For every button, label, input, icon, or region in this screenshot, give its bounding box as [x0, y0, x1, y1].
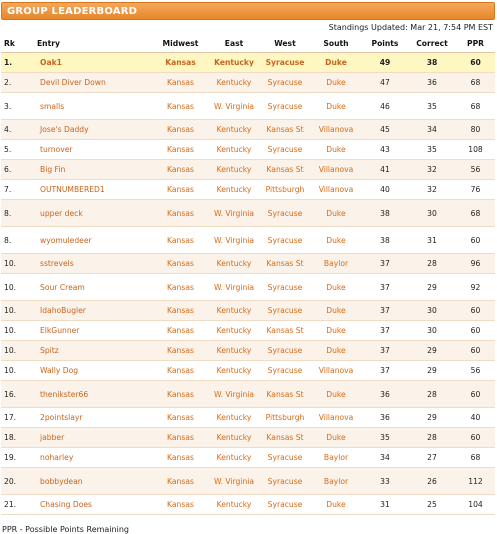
correct-cell: 35 [408, 93, 456, 120]
pick-west[interactable]: Syracuse [260, 93, 310, 120]
correct-cell: 29 [408, 361, 456, 381]
rank-cell: 10. [1, 301, 34, 321]
leaderboard [1, 2, 495, 534]
table-row [1, 381, 495, 408]
points-cell: 37 [362, 341, 408, 361]
rank-cell: 8. [1, 227, 34, 254]
points-cell: 47 [362, 73, 408, 93]
points-cell: 36 [362, 381, 408, 408]
pick-midwest[interactable]: Kansas [153, 93, 208, 120]
pick-west[interactable]: Syracuse [260, 448, 310, 468]
pick-east[interactable]: W. Virginia [208, 200, 260, 227]
correct-cell: 25 [408, 495, 456, 515]
pick-south[interactable]: Baylor [310, 448, 362, 468]
table-row [1, 120, 495, 140]
pick-east[interactable]: Kentucky [208, 140, 260, 160]
pick-south[interactable]: Duke [310, 140, 362, 160]
pick-midwest[interactable]: Kansas [153, 120, 208, 140]
entry-link[interactable]: Spitz [34, 341, 153, 361]
pick-midwest[interactable]: Kansas [153, 227, 208, 254]
pick-west[interactable]: Kansas St [260, 160, 310, 180]
pick-midwest[interactable]: Kansas [153, 180, 208, 200]
pick-midwest[interactable]: Kansas [153, 408, 208, 428]
points-cell: 37 [362, 274, 408, 301]
points-cell: 43 [362, 140, 408, 160]
ppr-cell: 68 [456, 448, 495, 468]
points-cell: 38 [362, 227, 408, 254]
standings-table [1, 34, 495, 515]
ppr-cell: 60 [456, 428, 495, 448]
correct-cell: 38 [408, 53, 456, 73]
pick-south[interactable]: Villanova [310, 180, 362, 200]
table-row [1, 341, 495, 361]
points-cell: 46 [362, 93, 408, 120]
pick-west[interactable]: Syracuse [260, 140, 310, 160]
table-row [1, 200, 495, 227]
ppr-cell: 60 [456, 53, 495, 73]
pick-south[interactable]: Villanova [310, 120, 362, 140]
entry-link[interactable]: upper deck [34, 200, 153, 227]
entry-link[interactable]: IdahoBugler [34, 301, 153, 321]
entry-link[interactable]: Wally Dog [34, 361, 153, 381]
ppr-cell: 76 [456, 180, 495, 200]
ppr-cell: 112 [456, 468, 495, 495]
correct-cell: 30 [408, 301, 456, 321]
pick-west[interactable]: Syracuse [260, 227, 310, 254]
entry-link[interactable]: Sour Cream [34, 274, 153, 301]
ppr-cell: 56 [456, 361, 495, 381]
correct-cell: 32 [408, 160, 456, 180]
correct-cell: 31 [408, 227, 456, 254]
pick-west[interactable]: Syracuse [260, 495, 310, 515]
entry-link[interactable]: OUTNUMBERED1 [34, 180, 153, 200]
pick-south[interactable]: Duke [310, 73, 362, 93]
pick-midwest[interactable]: Kansas [153, 448, 208, 468]
pick-east[interactable]: Kentucky [208, 160, 260, 180]
leaderboard-title: GROUP LEADERBOARD [7, 5, 138, 17]
correct-cell: 36 [408, 73, 456, 93]
pick-midwest[interactable]: Kansas [153, 381, 208, 408]
pick-south[interactable]: Duke [310, 321, 362, 341]
pick-west[interactable]: Kansas St [260, 381, 310, 408]
pick-south[interactable]: Villanova [310, 361, 362, 381]
correct-cell: 27 [408, 448, 456, 468]
pick-west[interactable]: Syracuse [260, 301, 310, 321]
pick-midwest[interactable]: Kansas [153, 361, 208, 381]
pick-south[interactable]: Duke [310, 274, 362, 301]
pick-east[interactable]: Kentucky [208, 495, 260, 515]
pick-midwest[interactable]: Kansas [153, 73, 208, 93]
pick-west[interactable]: Syracuse [260, 468, 310, 495]
correct-cell: 28 [408, 428, 456, 448]
rank-cell: 17. [1, 408, 34, 428]
entry-link[interactable]: 2pointslayr [34, 408, 153, 428]
header-midwest[interactable]: Midwest [153, 34, 208, 53]
entry-link[interactable]: thenikster66 [34, 381, 153, 408]
header-west[interactable]: West [260, 34, 310, 53]
pick-west[interactable]: Kansas St [260, 254, 310, 274]
points-cell: 41 [362, 160, 408, 180]
pick-midwest[interactable]: Kansas [153, 140, 208, 160]
pick-east[interactable]: W. Virginia [208, 93, 260, 120]
pick-south[interactable]: Baylor [310, 254, 362, 274]
pick-east[interactable]: Kentucky [208, 341, 260, 361]
table-row [1, 73, 495, 93]
pick-midwest[interactable]: Kansas [153, 341, 208, 361]
pick-west[interactable]: Kansas St [260, 428, 310, 448]
pick-east[interactable]: W. Virginia [208, 468, 260, 495]
ppr-cell: 60 [456, 321, 495, 341]
points-cell: 37 [362, 361, 408, 381]
pick-west[interactable]: Pittsburgh [260, 408, 310, 428]
table-row [1, 227, 495, 254]
rank-cell: 5. [1, 140, 34, 160]
table-row [1, 274, 495, 301]
rank-cell: 6. [1, 160, 34, 180]
entry-link[interactable]: jabber [34, 428, 153, 448]
pick-south[interactable]: Duke [310, 341, 362, 361]
header-south[interactable]: South [310, 34, 362, 53]
rank-cell: 2. [1, 73, 34, 93]
points-cell: 49 [362, 53, 408, 73]
table-row [1, 254, 495, 274]
pick-south[interactable]: Duke [310, 301, 362, 321]
pick-midwest[interactable]: Kansas [153, 274, 208, 301]
rank-cell: 16. [1, 381, 34, 408]
ppr-cell: 96 [456, 254, 495, 274]
pick-east[interactable]: Kentucky [208, 361, 260, 381]
pick-west[interactable]: Kansas St [260, 321, 310, 341]
points-cell: 35 [362, 428, 408, 448]
standings-updated: Standings Updated: Mar 21, 7:54 PM EST [328, 23, 493, 32]
ppr-cell: 56 [456, 160, 495, 180]
pick-east[interactable]: Kentucky [208, 321, 260, 341]
table-row [1, 468, 495, 495]
points-cell: 40 [362, 180, 408, 200]
pick-east[interactable]: Kentucky [208, 73, 260, 93]
pick-south[interactable]: Baylor [310, 468, 362, 495]
correct-cell: 32 [408, 180, 456, 200]
pick-midwest[interactable]: Kansas [153, 428, 208, 448]
pick-midwest[interactable]: Kansas [153, 468, 208, 495]
pick-east[interactable]: W. Virginia [208, 274, 260, 301]
ppr-cell: 68 [456, 93, 495, 120]
points-cell: 45 [362, 120, 408, 140]
entry-link[interactable]: Oak1 [34, 53, 153, 73]
pick-south[interactable]: Duke [310, 428, 362, 448]
pick-south[interactable]: Duke [310, 200, 362, 227]
correct-cell: 29 [408, 341, 456, 361]
rank-cell: 4. [1, 120, 34, 140]
pick-east[interactable]: Kentucky [208, 53, 260, 73]
rank-cell: 10. [1, 274, 34, 301]
ppr-cell: 60 [456, 301, 495, 321]
pick-south[interactable]: Villanova [310, 160, 362, 180]
pick-midwest[interactable]: Kansas [153, 200, 208, 227]
table-row [1, 428, 495, 448]
leaderboard-title-bar [1, 2, 495, 20]
pick-midwest[interactable]: Kansas [153, 160, 208, 180]
ppr-cell: 68 [456, 200, 495, 227]
rank-cell: 7. [1, 180, 34, 200]
correct-cell: 29 [408, 274, 456, 301]
pick-east[interactable]: Kentucky [208, 120, 260, 140]
table-row [1, 361, 495, 381]
entry-link[interactable]: turnover [34, 140, 153, 160]
pick-east[interactable]: Kentucky [208, 428, 260, 448]
entry-link[interactable]: Jose's Daddy [34, 120, 153, 140]
ppr-cell: 60 [456, 341, 495, 361]
pick-east[interactable]: Kentucky [208, 301, 260, 321]
table-row [1, 160, 495, 180]
rank-cell: 8. [1, 200, 34, 227]
ppr-cell: 60 [456, 381, 495, 408]
rank-cell: 10. [1, 321, 34, 341]
points-cell: 36 [362, 408, 408, 428]
rank-cell: 10. [1, 254, 34, 274]
pick-midwest[interactable]: Kansas [153, 301, 208, 321]
pick-west[interactable]: Syracuse [260, 341, 310, 361]
entry-link[interactable]: Big Fin [34, 160, 153, 180]
pick-west[interactable]: Syracuse [260, 200, 310, 227]
rank-cell: 1. [1, 53, 34, 73]
pick-west[interactable]: Syracuse [260, 53, 310, 73]
pick-east[interactable]: Kentucky [208, 408, 260, 428]
correct-cell: 35 [408, 140, 456, 160]
correct-cell: 26 [408, 468, 456, 495]
rank-cell: 10. [1, 361, 34, 381]
header-rk[interactable]: Rk [1, 34, 34, 53]
entry-link[interactable]: smalls [34, 93, 153, 120]
pick-west[interactable]: Kansas St [260, 120, 310, 140]
points-cell: 37 [362, 254, 408, 274]
header-ppr[interactable]: PPR [456, 34, 495, 53]
ppr-cell: 80 [456, 120, 495, 140]
pick-east[interactable]: Kentucky [208, 448, 260, 468]
pick-east[interactable]: W. Virginia [208, 227, 260, 254]
correct-cell: 34 [408, 120, 456, 140]
header-correct[interactable]: Correct [408, 34, 456, 53]
pick-midwest[interactable]: Kansas [153, 495, 208, 515]
correct-cell: 30 [408, 321, 456, 341]
rank-cell: 19. [1, 448, 34, 468]
points-cell: 38 [362, 200, 408, 227]
points-cell: 31 [362, 495, 408, 515]
table-row [1, 321, 495, 341]
pick-south[interactable]: Villanova [310, 408, 362, 428]
entry-link[interactable]: ElkGunner [34, 321, 153, 341]
pick-south[interactable]: Duke [310, 495, 362, 515]
rank-cell: 21. [1, 495, 34, 515]
entry-link[interactable]: noharley [34, 448, 153, 468]
ppr-cell: 92 [456, 274, 495, 301]
pick-west[interactable]: Syracuse [260, 73, 310, 93]
rank-cell: 10. [1, 341, 34, 361]
entry-link[interactable]: Devil Diver Down [34, 73, 153, 93]
header-entry[interactable]: Entry [34, 34, 153, 53]
pick-west[interactable]: Pittsburgh [260, 180, 310, 200]
correct-cell: 30 [408, 200, 456, 227]
table-row [1, 140, 495, 160]
pick-east[interactable]: Kentucky [208, 254, 260, 274]
pick-south[interactable]: Duke [310, 53, 362, 73]
correct-cell: 28 [408, 381, 456, 408]
table-row [1, 448, 495, 468]
entry-link[interactable]: Chasing Does [34, 495, 153, 515]
ppr-cell: 60 [456, 227, 495, 254]
ppr-cell: 40 [456, 408, 495, 428]
entry-link[interactable]: sstrevels [34, 254, 153, 274]
table-row [1, 180, 495, 200]
points-cell: 37 [362, 301, 408, 321]
pick-south[interactable]: Duke [310, 381, 362, 408]
pick-midwest[interactable]: Kansas [153, 53, 208, 73]
rank-cell: 18. [1, 428, 34, 448]
pick-south[interactable]: Duke [310, 93, 362, 120]
table-row [1, 53, 495, 73]
correct-cell: 29 [408, 408, 456, 428]
header-points[interactable]: Points [362, 34, 408, 53]
table-row [1, 301, 495, 321]
ppr-legend: PPR - Possible Points Remaining [2, 525, 129, 534]
pick-west[interactable]: Syracuse [260, 274, 310, 301]
table-header-row [1, 34, 495, 53]
header-east[interactable]: East [208, 34, 260, 53]
points-cell: 34 [362, 448, 408, 468]
points-cell: 33 [362, 468, 408, 495]
table-row [1, 408, 495, 428]
pick-east[interactable]: Kentucky [208, 180, 260, 200]
ppr-cell: 108 [456, 140, 495, 160]
pick-east[interactable]: W. Virginia [208, 381, 260, 408]
table-row [1, 93, 495, 120]
pick-midwest[interactable]: Kansas [153, 321, 208, 341]
entry-link[interactable]: bobbydean [34, 468, 153, 495]
ppr-cell: 68 [456, 73, 495, 93]
pick-west[interactable]: Syracuse [260, 361, 310, 381]
pick-south[interactable]: Duke [310, 227, 362, 254]
table-row [1, 495, 495, 515]
points-cell: 37 [362, 321, 408, 341]
correct-cell: 28 [408, 254, 456, 274]
pick-midwest[interactable]: Kansas [153, 254, 208, 274]
rank-cell: 20. [1, 468, 34, 495]
ppr-cell: 104 [456, 495, 495, 515]
entry-link[interactable]: wyomuledeer [34, 227, 153, 254]
rank-cell: 3. [1, 93, 34, 120]
